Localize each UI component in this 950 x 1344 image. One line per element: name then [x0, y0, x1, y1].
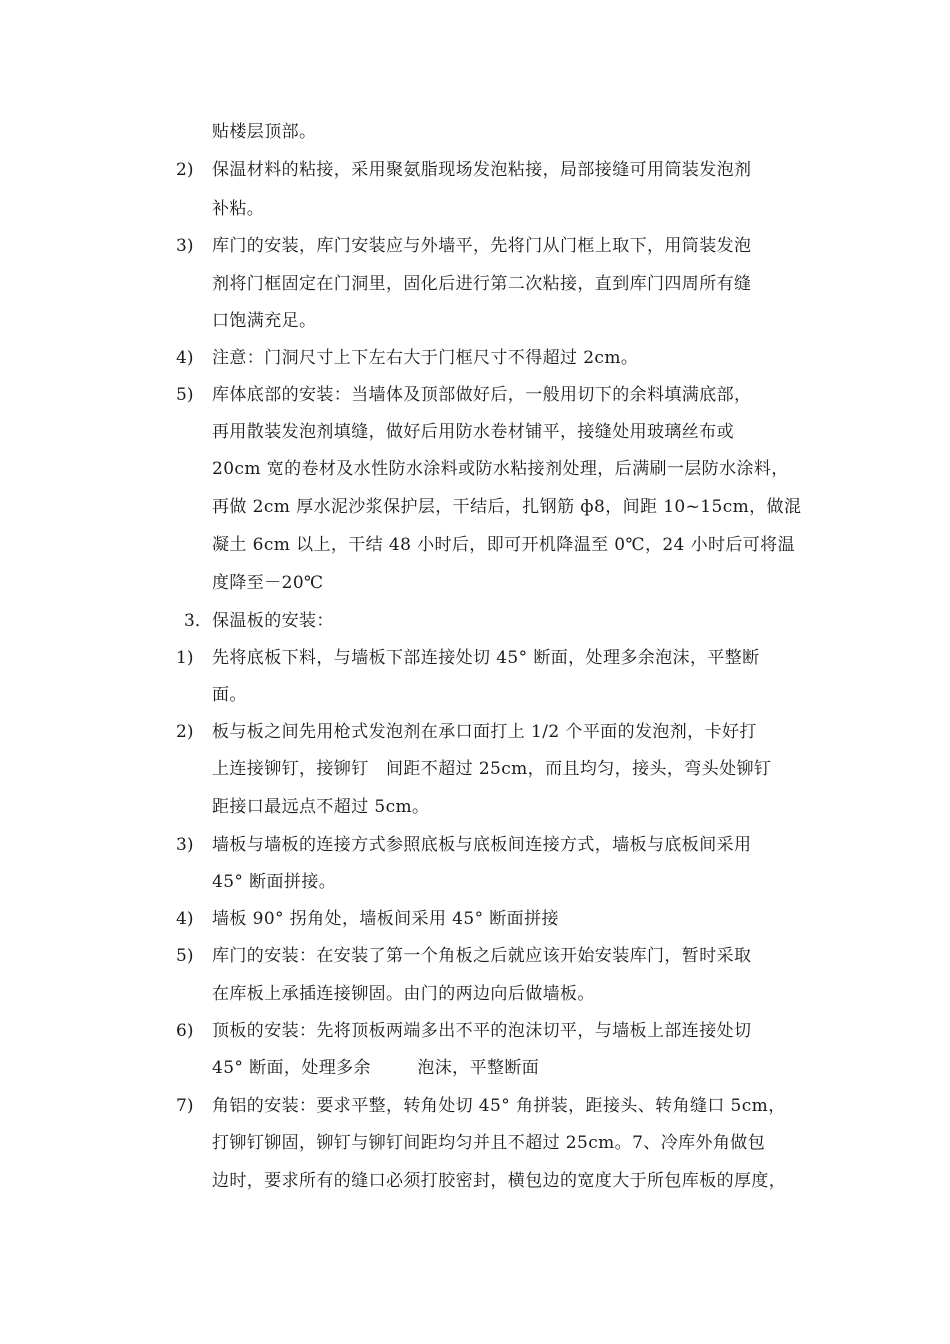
list-number: 2) [176, 722, 194, 742]
paragraph-line: 库门的安装：在安装了第一个角板之后就应该开始安装库门，暂时采取 [212, 946, 752, 966]
paragraph-line: 45° 断面，处理多余 泡沫，平整断面 [212, 1058, 540, 1078]
paragraph-line: 45° 断面拼接。 [212, 872, 337, 892]
paragraph-line: 打铆钉铆固，铆钉与铆钉间距均匀并且不超过 25cm。7、冷库外角做包 [212, 1133, 766, 1153]
list-number: 5) [176, 946, 194, 966]
paragraph-line: 注意：门洞尺寸上下左右大于门框尺寸不得超过 2cm。 [212, 348, 639, 368]
paragraph-line: 库体底部的安装：当墙体及顶部做好后，一般用切下的余料填满底部， [212, 385, 752, 405]
paragraph-line: 口饱满充足。 [212, 311, 317, 331]
paragraph-line: 上连接铆钉，接铆钉 间距不超过 25cm，而且均匀，接头，弯头处铆钉 [212, 759, 772, 779]
list-number: 3) [176, 835, 194, 855]
paragraph-line: 角铝的安装：要求平整，转角处切 45° 角拼装，距接头、转角缝口 5cm， [212, 1096, 786, 1116]
paragraph-line: 在库板上承插连接铆固。由门的两边向后做墙板。 [212, 984, 595, 1004]
list-number: 7) [176, 1096, 194, 1116]
list-number: 5) [176, 385, 194, 405]
paragraph-line: 库门的安装，库门安装应与外墙平，先将门从门框上取下，用筒装发泡 [212, 236, 752, 256]
paragraph-line: 顶板的安装：先将顶板两端多出不平的泡沫切平，与墙板上部连接处切 [212, 1021, 752, 1041]
list-number: 6) [176, 1021, 194, 1041]
paragraph-line: 墙板与墙板的连接方式参照底板与底板间连接方式，墙板与底板间采用 [212, 835, 752, 855]
paragraph-line: 边时，要求所有的缝口必须打胶密封，横包边的宽度大于所包库板的厚度， [212, 1171, 787, 1191]
list-number: 1) [176, 648, 194, 668]
list-number: 4) [176, 909, 194, 929]
paragraph-line: 20cm 宽的卷材及水性防水涂料或防水粘接剂处理，后满刷一层防水涂料， [212, 459, 789, 479]
paragraph-line: 补粘。 [212, 199, 265, 219]
paragraph-line: 先将底板下料，与墙板下部连接处切 45° 断面，处理多余泡沫，平整断 [212, 648, 760, 668]
paragraph-line: 板与板之间先用枪式发泡剂在承口面打上 1/2 个平面的发泡剂，卡好打 [212, 722, 757, 742]
paragraph-line: 墙板 90° 拐角处，墙板间采用 45° 断面拼接 [212, 909, 559, 929]
paragraph-line: 凝土 6cm 以上，干结 48 小时后，即可开机降温至 0℃，24 小时后可将温 [212, 535, 795, 555]
list-number: 4) [176, 348, 194, 368]
section-heading: 保温板的安装： [212, 611, 334, 631]
list-number: 3) [176, 236, 194, 256]
paragraph-line: 度降至－20℃ [212, 573, 324, 593]
paragraph-line: 贴楼层顶部。 [212, 122, 317, 142]
paragraph-line: 距接口最远点不超过 5cm。 [212, 797, 430, 817]
list-number: 2) [176, 160, 194, 180]
paragraph-line: 面。 [212, 685, 247, 705]
paragraph-line: 剂将门框固定在门洞里，固化后进行第二次粘接，直到库门四周所有缝 [212, 274, 752, 294]
section-number: 3． [184, 611, 212, 631]
paragraph-line: 再做 2cm 厚水泥沙浆保护层，干结后，扎钢筋 ф8，间距 10~15cm，做混 [212, 497, 802, 517]
paragraph-line: 保温材料的粘接，采用聚氨脂现场发泡粘接，局部接缝可用筒装发泡剂 [212, 160, 752, 180]
paragraph-line: 再用散装发泡剂填缝，做好后用防水卷材铺平，接缝处用玻璃丝布或 [212, 422, 734, 442]
